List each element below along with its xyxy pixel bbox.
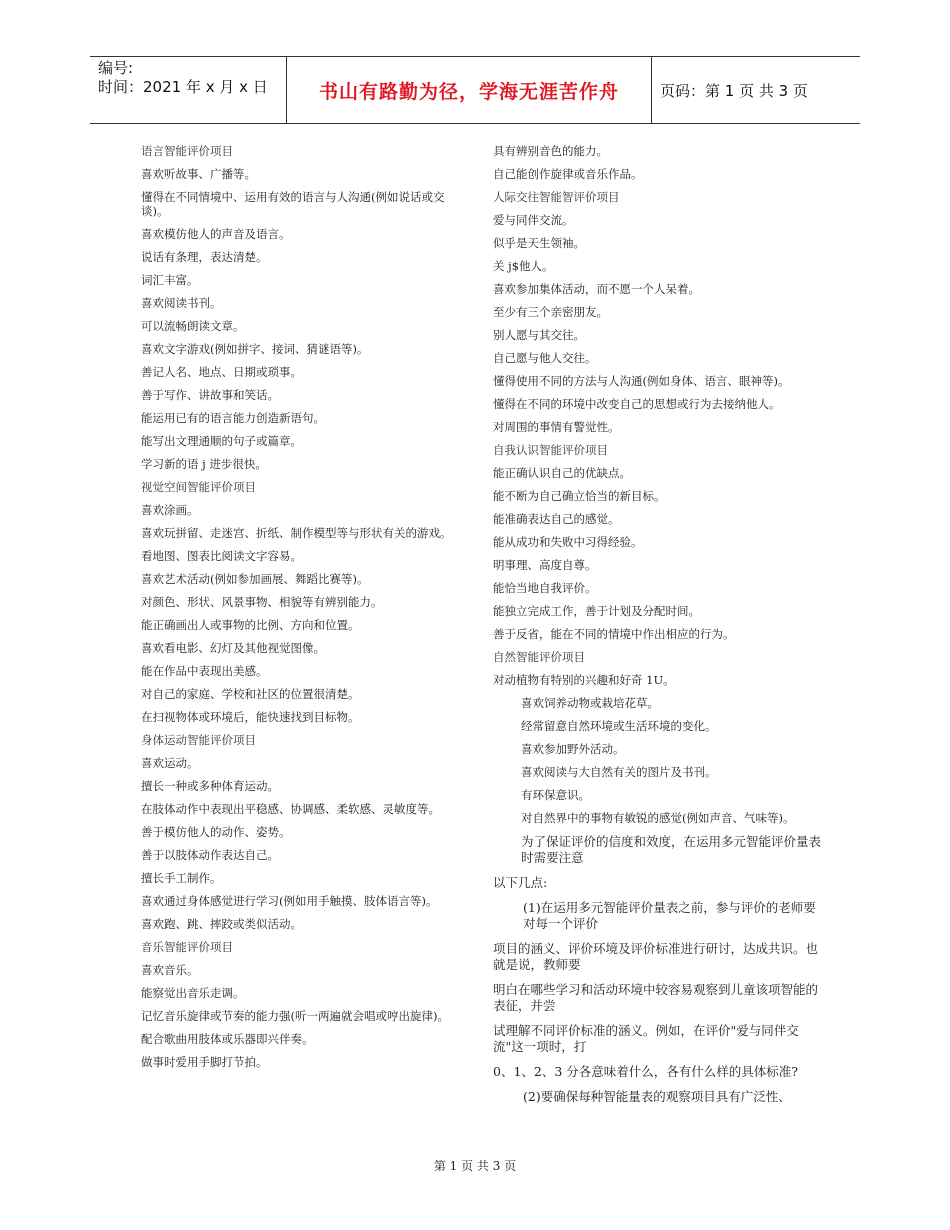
list-item: 懂得在不同情境中、运用有效的语言与人沟通(例如说话或交谈)。 [141,190,445,218]
header-motto: 书山有路勤为径，学海无涯苦作舟 [318,80,619,103]
section-heading: 语言智能评价项目 [141,144,233,158]
list-item: 对自然界中的事物有敏锐的感觉(例如声音、气味等)。 [521,811,795,825]
list-item: (2)要确保每种智能量表的观察项目具有广泛性、 [523,1089,791,1104]
list-item: 自己能创作旋律或音乐作品。 [493,167,643,181]
list-item: 喜欢参加集体活动，而不愿一个人呆着。 [493,282,700,296]
list-item: 词汇丰富。 [141,273,199,287]
list-item: 喜欢阅读与大自然有关的图片及书刊。 [521,765,717,779]
list-item: 有环保意识。 [521,788,590,802]
list-item: 喜欢参加野外活动。 [521,742,625,756]
list-item: 能准确表达自己的感觉。 [493,512,620,526]
list-item: 喜欢模仿他人的声音及语言。 [141,227,291,241]
list-item: 配合歌曲用肢体或乐器即兴伴奏。 [141,1032,314,1046]
list-item: 关 j$他人。 [493,259,554,273]
list-item: 喜欢艺术活动(例如参加画展、舞蹈比赛等)。 [141,572,369,586]
list-item: 懂得使用不同的方法与人沟通(例如身体、语言、眼神等)。 [493,374,790,388]
right-column [493,144,823,1114]
number-label: 编号: [98,59,134,77]
list-item: 擅长一种或多种体育运动。 [141,779,279,793]
list-item: 能运用已有的语言能力创造新语句。 [141,411,325,425]
header-page-number: 页码：第 1 页 共 3 页 [660,81,808,100]
list-item: 能在作品中表现出美感。 [141,664,268,678]
list-item: 懂得在不同的环境中改变自己的思想或行为去接纳他人。 [493,397,781,411]
list-item: 看地图、图表比阅读文字容易。 [141,549,302,563]
list-item: 能正确认识自己的优缺点。 [493,466,631,480]
list-item: 善于以肢体动作表达自己。 [141,848,279,862]
list-item: 喜欢通过身体感觉进行学习(例如用手触摸、肢体语言等)。 [141,894,438,908]
list-item: 明白在哪些学习和活动环境中较容易观察到儿童该项智能的表征，并尝 [493,982,819,1013]
list-item: 喜欢阅读书刊。 [141,296,222,310]
list-item: 善于模仿他人的动作、姿势。 [141,825,291,839]
header-meta [98,59,288,97]
list-item: 对自己的家庭、学校和社区的位置很清楚。 [141,687,360,701]
list-item: 以下几点: [493,875,548,890]
list-item: 为了保证评价的信度和效度，在运用多元智能评价量表时需要注意 [521,834,822,865]
list-item: 喜欢看电影、幻灯及其他视觉图像。 [141,641,325,655]
section-heading: 自我认识智能评价项目 [493,443,608,457]
list-item: 能察觉出音乐走调。 [141,986,245,1000]
list-item: (1)在运用多元智能评价量表之前，参与评价的老师要对每一个评价 [523,900,816,931]
section-heading: 音乐智能评价项目 [141,940,233,954]
list-item: 在肢体动作中表现出平稳感、协调感、柔软感、灵敏度等。 [141,802,440,816]
list-item: 能恰当地自我评价。 [493,581,597,595]
list-item: 喜欢涂画。 [141,503,199,517]
list-item: 喜欢文字游戏(例如拼字、接词、猜谜语等)。 [141,342,369,356]
section-heading: 身体运动智能评价项目 [141,733,256,747]
list-item: 似乎是天生领袖。 [493,236,585,250]
section-heading: 人际交往智能智评价项目 [493,190,620,204]
list-item: 明事理、高度自尊。 [493,558,597,572]
list-item: 0、1、2、3 分各意味着什么，各有什么样的具体标准? [493,1064,798,1079]
list-item: 擅长手工制作。 [141,871,222,885]
page-header [90,56,860,124]
list-item: 能不断为自己确立恰当的新目标。 [493,489,666,503]
list-item: 能从成功和失败中习得经验。 [493,535,643,549]
list-item: 能写出文理通顺的句子或篇章。 [141,434,302,448]
list-item: 喜欢玩拼留、走迷宫、折纸、制作模型等与形状有关的游戏。 [141,526,452,540]
list-item: 至少有三个亲密朋友。 [493,305,608,319]
time-label: 时间：2021 年 x 月 x 日 [98,78,268,96]
list-item: 喜欢饲养动物或栽培花草。 [521,696,659,710]
list-item: 学习新的语 j 进步很快。 [141,457,267,471]
list-item: 喜欢听故事、广播等。 [141,167,256,181]
list-item: 能独立完成工作，善于计划及分配时间。 [493,604,700,618]
section-heading: 自然智能评价项目 [493,650,585,664]
list-item: 在扫视物体或环境后，能快速找到目标物。 [141,710,360,724]
list-item: 善记人名、地点、日期或琐事。 [141,365,302,379]
list-item: 善于写作、讲故事和笑话。 [141,388,279,402]
list-item: 经常留意自然环境或生活环境的变化。 [521,719,717,733]
list-item: 可以流畅朗读文章。 [141,319,245,333]
list-item: 对颜色、形状、风景事物、相貌等有辨别能力。 [141,595,383,609]
list-item: 记忆音乐旋律或节奏的能力强(听一两遍就会唱或哼出旋律)。 [141,1009,449,1023]
list-item: 爱与同伴交流。 [493,213,574,227]
left-column [141,144,461,1078]
page-footer: 第 1 页 共 3 页 [433,1159,517,1173]
list-item: 能正确画出人或事物的比例、方向和位置。 [141,618,360,632]
list-item: 说话有条理，表达清楚。 [141,250,268,264]
list-item: 对周围的事情有警觉性。 [493,420,620,434]
list-item: 项目的涵义、评价环境及评价标准进行研讨，达成共识。也就是说，教师要 [493,941,819,972]
list-item: 别人愿与其交往。 [493,328,585,342]
list-item: 喜欢跑、跳、摔跤或类似活动。 [141,917,302,931]
list-item: 做事时爱用手脚打节拍。 [141,1055,268,1069]
list-item: 试理解不同评价标准的涵义。例如，在评价"爱与同伴交流"这一项时，打 [493,1023,799,1054]
list-item: 善于反省，能在不同的情境中作出相应的行为。 [493,627,735,641]
section-heading: 视觉空间智能评价项目 [141,480,256,494]
list-item: 喜欢运动。 [141,756,199,770]
list-item: 喜欢音乐。 [141,963,199,977]
list-item: 对动植物有特别的兴趣和好奇 1U。 [493,673,675,687]
list-item: 自己愿与他人交往。 [493,351,597,365]
list-item: 具有辨别音色的能力。 [493,144,608,158]
